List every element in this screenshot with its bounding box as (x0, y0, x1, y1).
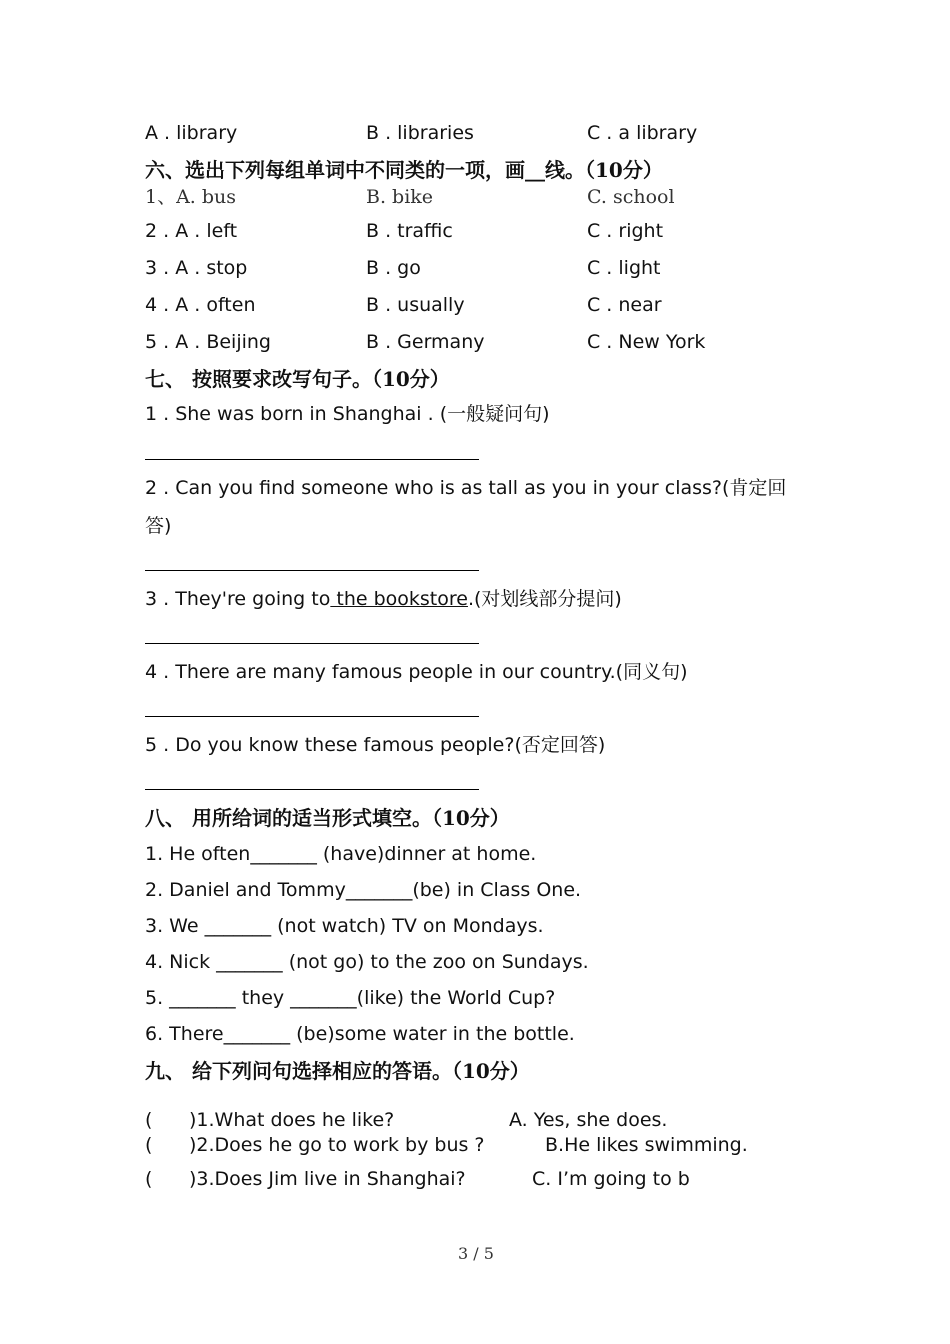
fill-blank-item-3: 3. We _______ (not watch) TV on Mondays. (145, 915, 544, 937)
match-paren-1[interactable]: ( (145, 1109, 153, 1131)
answer-line-3[interactable] (145, 643, 479, 644)
row-3-option-b: B . go (366, 257, 421, 279)
rewrite-question-3 (145, 587, 622, 611)
rewrite-question-1: 1 . She was born in Shanghai . (一般疑问句) (145, 403, 550, 425)
row-4-option-b: B . usually (366, 294, 465, 316)
match-answer-a: A. Yes, she does. (509, 1109, 668, 1131)
option-a: A . library (145, 122, 238, 144)
fill-blank-item-5: 5. _______ they _______(like) the World Cup? (145, 987, 556, 1009)
answer-line-4[interactable] (145, 716, 479, 717)
row-4-option-c: C . near (587, 294, 662, 316)
row-5-option-a: 5 . A . Beijing (145, 331, 271, 353)
section-9-heading: 九、 给下列问句选择相应的答语。（10分） (145, 1059, 530, 1083)
answer-line-2[interactable] (145, 570, 479, 571)
question-3-instruction: .(对划线部分提问) (467, 588, 622, 610)
row-5-option-c: C . New York (587, 331, 706, 353)
answer-line-1[interactable] (145, 459, 479, 460)
fill-blank-item-2: 2. Daniel and Tommy_______(be) in Class One. (145, 879, 582, 901)
fill-blank-item-1: 1. He often_______ (have)dinner at home. (145, 843, 537, 865)
section-6-heading: 六、选出下列每组单词中不同类的一项，画__线。（10分） (145, 158, 663, 182)
fill-blank-item-4: 4. Nick _______ (not go) to the zoo on Sundays. (145, 951, 589, 973)
match-question-3: )3.Does Jim live in Shanghai? (189, 1168, 466, 1190)
question-3-text: 3 . They're going to (145, 588, 331, 610)
rewrite-question-5: 5 . Do you know these famous people?(否定回答) (145, 734, 606, 756)
rewrite-question-2-continued: 答) (145, 515, 172, 537)
match-paren-2[interactable]: ( (145, 1134, 153, 1156)
rewrite-question-4: 4 . There are many famous people in our country.(同义句) (145, 661, 688, 683)
row-1-option-c: C. school (587, 186, 675, 208)
row-4-option-a: 4 . A . often (145, 294, 256, 316)
match-answer-b: B.He likes swimming. (545, 1134, 748, 1156)
row-2-option-b: B . traffic (366, 220, 453, 242)
page-number: 3 / 5 (458, 1244, 494, 1263)
row-3-option-a: 3 . A . stop (145, 257, 248, 279)
row-5-option-b: B . Germany (366, 331, 485, 353)
underlined-phrase: the bookstore (330, 588, 468, 610)
row-3-option-c: C . light (587, 257, 661, 279)
option-b: B . libraries (366, 122, 474, 144)
row-2-option-a: 2 . A . left (145, 220, 238, 242)
row-1-option-b: B. bike (366, 186, 434, 208)
row-2-option-c: C . right (587, 220, 664, 242)
section-7-heading: 七、 按照要求改写句子。（10分） (145, 367, 450, 391)
match-question-1: )1.What does he like? (189, 1109, 395, 1131)
row-1-option-a: 1、A. bus (145, 186, 237, 208)
option-c: C . a library (587, 122, 698, 144)
rewrite-question-2: 2 . Can you find someone who is as tall as you in your class?(肯定回 (145, 477, 787, 499)
fill-blank-item-6: 6. There_______ (be)some water in the bottle. (145, 1023, 575, 1045)
answer-line-5[interactable] (145, 789, 479, 790)
section-8-heading: 八、 用所给词的适当形式填空。（10分） (145, 806, 510, 830)
match-answer-c: C. I’m going to b (532, 1168, 690, 1190)
match-paren-3[interactable]: ( (145, 1168, 153, 1190)
match-question-2: )2.Does he go to work by bus ? (189, 1134, 485, 1156)
